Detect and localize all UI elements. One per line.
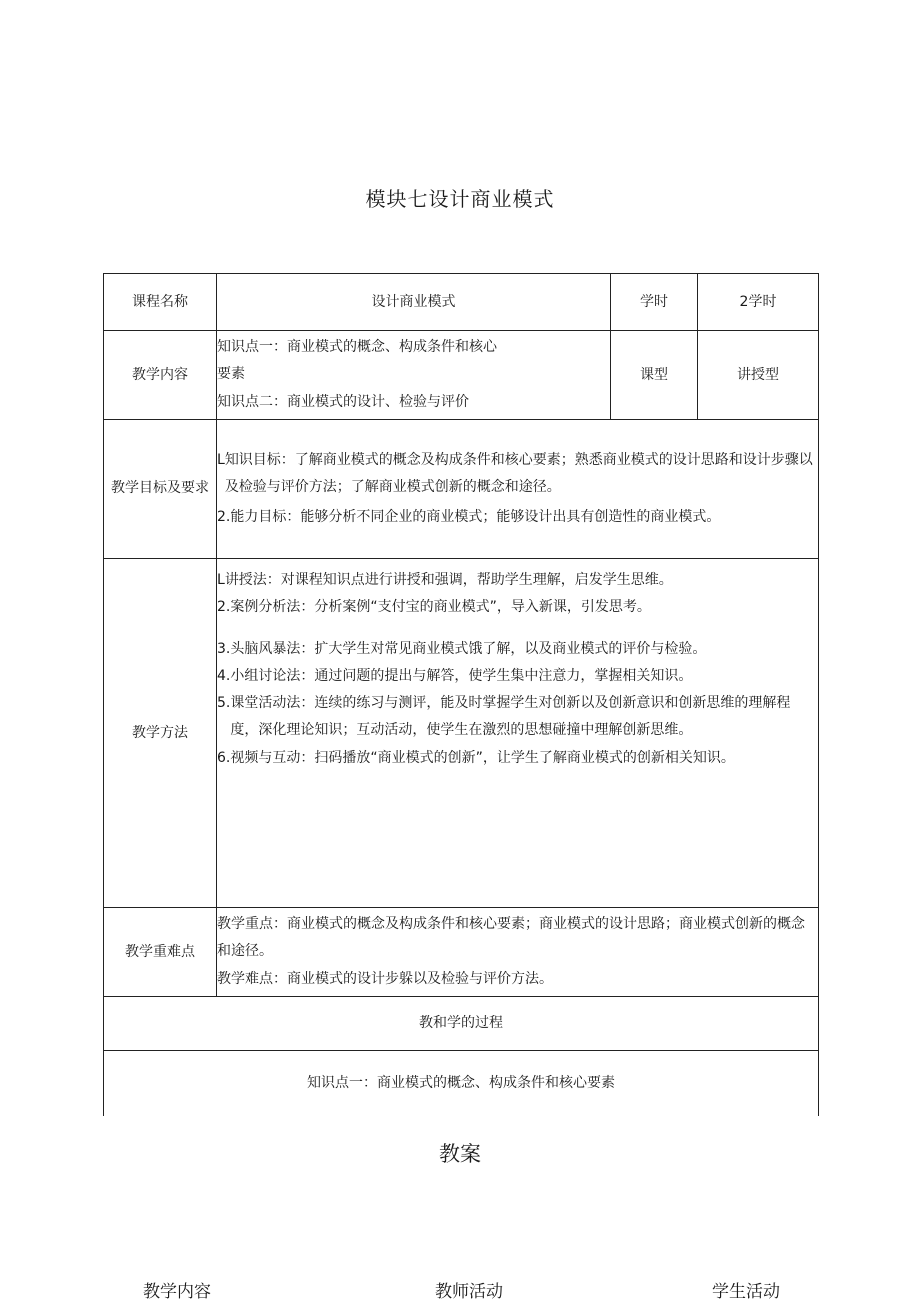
knowledge-point-heading: 知识点一：商业模式的概念、构成条件和核心要素 [104,1051,819,1116]
method-item: 5. 课堂活动法：连续的练习与测评，能及时掌握学生对创新以及创新意识和创新思维的理解程度，深化理论知识；互动活动，使学生在激烈的思想碰撞中理解创新思维。 [217,695,791,739]
content-line: 知识点二：商业模式的设计、检验与评价 [217,393,469,410]
teaching-goals-value [217,420,819,559]
goal-item: L 知识目标：了解商业模式的概念及构成条件和核心要素；熟悉商业模式的设计思路和设计步骤以及检验与评价方法；了解商业模式创新的概念和途径。 [217,452,813,495]
key-point-line: 教学重点：商业模式的概念及构成条件和核心要素；商业模式的设计思路；商业模式创新的概念和途径。 [217,916,805,960]
teaching-content-label: 教学内容 [104,331,217,420]
row-teaching-goals [104,420,819,559]
goal-item: 2. 能力目标：能够分析不同企业的商业模式；能够设计出具有创造性的商业模式。 [217,509,721,526]
teaching-methods-value [217,559,819,908]
lesson-plan-table [103,273,819,1116]
process-title: 教和学的过程 [104,997,819,1051]
document-title: 模块七设计商业模式 [365,187,555,211]
row-knowledge-point [104,1051,819,1116]
lesson-type-value: 讲授型 [698,331,819,420]
method-item: 3. 头脑风暴法：扩大学生对常见商业模式饿了解，以及商业模式的评价与检验。 [217,640,707,657]
content-line: 知识点一：商业模式的概念、构成条件和核心 [217,339,497,356]
column-teaching-content: 教学内容 [143,1282,211,1302]
key-points-value [217,908,819,997]
column-student-activity: 学生活动 [712,1282,780,1302]
row-process-title [104,997,819,1051]
method-item: 4. 小组讨论法：通过问题的提出与解答，使学生集中注意力，掌握相关知识。 [217,667,693,684]
course-name-value: 设计商业模式 [217,274,611,331]
key-points-label: 教学重难点 [104,908,217,997]
course-name-label: 课程名称 [104,274,217,331]
lesson-type-label: 课型 [611,331,698,420]
row-teaching-methods [104,559,819,908]
lesson-plan-heading: 教案 [439,1142,481,1166]
hours-label: 学时 [611,274,698,331]
key-point-line: 教学难点：商业模式的设计步躲以及检验与评价方法。 [217,970,553,987]
row-key-points [104,908,819,997]
hours-value: 2学时 [698,274,819,331]
teaching-content-value [217,331,611,420]
content-line: 要素 [217,366,245,383]
teaching-goals-label: 教学目标及要求 [104,420,217,559]
teaching-methods-label: 教学方法 [104,559,217,908]
method-item: 2. 案例分析法：分析案例“支付宝的商业模式”，导入新课，引发思考。 [217,599,651,616]
method-item: 6. 视频与互动：扫码播放“商业模式的创新”，让学生了解商业模式的创新相关知识。 [217,749,735,766]
row-course-name [104,274,819,331]
row-teaching-content [104,331,819,420]
method-item: L 讲授法：对课程知识点进行讲授和强调，帮助学生理解，启发学生思维。 [217,572,673,588]
column-teacher-activity: 教师活动 [435,1282,503,1302]
